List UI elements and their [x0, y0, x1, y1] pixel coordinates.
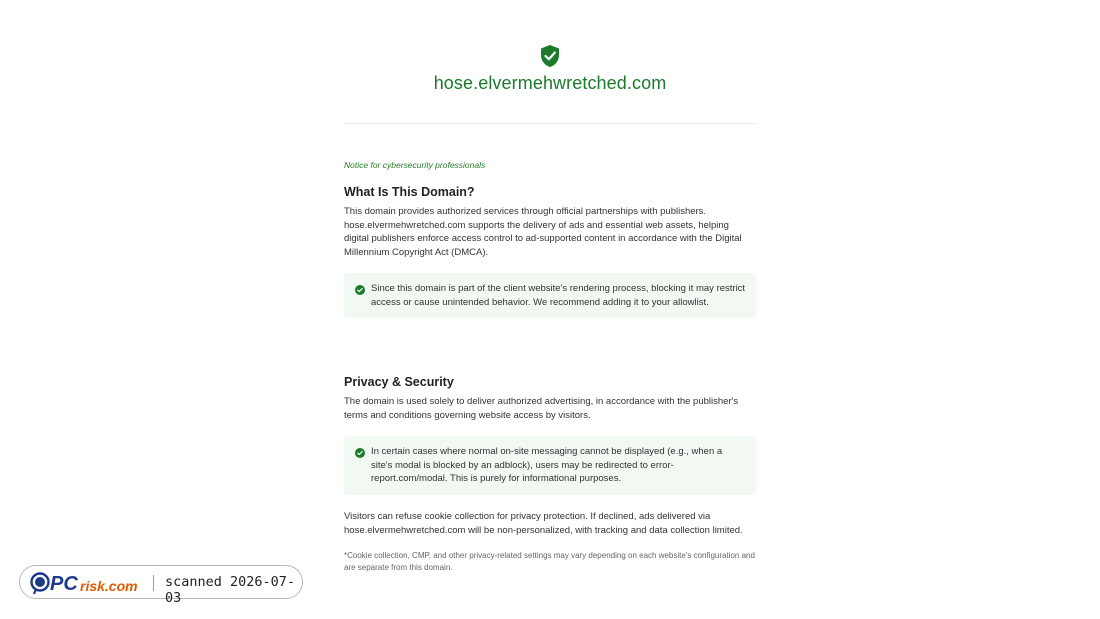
callout-text: Since this domain is part of the client website's rendering process, blocking it may restrict access or cause unintended behavior. We recommend adding it to your allowlist.: [371, 283, 746, 308]
pcrisk-logo: [30, 570, 155, 596]
section-heading-privacy: Privacy & Security: [344, 375, 454, 389]
notice-label: Notice for cybersecurity professionals: [344, 160, 486, 170]
visitors-paragraph: Visitors can refuse cookie collection for privacy protection. If declined, ads delivered via hose.elvermehwretched.com will be non-personalized, with tracking and data collection limited.: [344, 511, 743, 536]
scan-date: scanned 2026-07-03: [165, 574, 296, 606]
info-callout-allowlist: [344, 273, 756, 318]
svg-text:PC: PC: [50, 573, 78, 595]
shield-check-icon: [539, 44, 561, 68]
info-callout-redirect: [344, 436, 756, 495]
section-body-what-is: This domain provides authorized services through official partnerships with publishers. hose.elvermehwretched.com supports the delivery of ads and essential web assets, helping digital publishers enforce access control to ad-supported content in accordance with the Digital Millennium Copyright Act (DMCA).: [344, 206, 742, 259]
divider: [344, 123, 756, 124]
section-body-privacy: The domain is used solely to deliver authorized advertising, in accordance with the publisher's terms and conditions governing website access by visitors.: [344, 396, 739, 421]
check-circle-icon: [355, 285, 365, 295]
badge-separator: [153, 575, 154, 591]
check-circle-icon: [355, 448, 365, 458]
scan-badge: [19, 565, 303, 606]
footnote: *Cookie collection, CMP, and other privacy-related settings may vary depending on each website's configuration and are separate from this domain.: [344, 551, 755, 572]
domain-title: hose.elvermehwretched.com: [433, 73, 667, 93]
svg-text:risk.com: risk.com: [80, 578, 138, 594]
callout-text: In certain cases where normal on-site messaging cannot be displayed (e.g., when a site's modal is blocked by an adblock), users may be redirected to error-report.com/modal. This is purely for informational purposes.: [371, 446, 723, 485]
section-heading-what-is: What Is This Domain?: [344, 185, 475, 199]
site-header: [0, 44, 1100, 94]
